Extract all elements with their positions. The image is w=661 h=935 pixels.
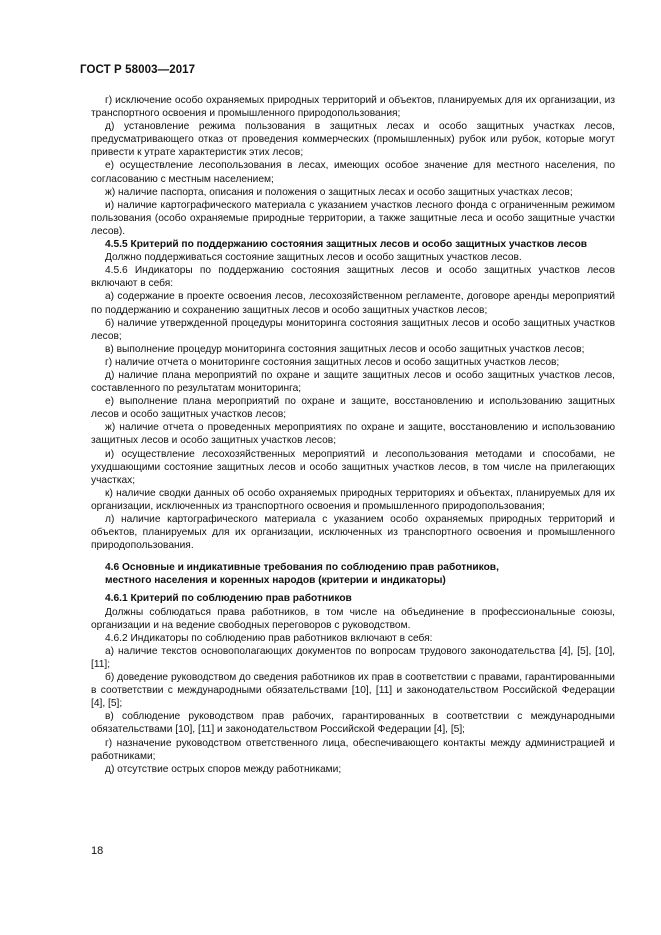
- list-item: а) содержание в проекте освоения лесов, лесохозяйственном регламенте, договоре аренды мероприятий по поддержанию и сохранению защитных лесов и особо защитных участков лесов;: [91, 291, 615, 316]
- page-number: 18: [91, 845, 104, 857]
- section-title: 4.6 Основные и индикативные требования по соблюдению прав работников,: [105, 562, 499, 574]
- list-item: в) соблюдение руководством прав рабочих, гарантированных в соответствии с международными обязательствами [10], [11] и законодательством Российской Федерации [4], [5];: [91, 711, 615, 736]
- list-item: л) наличие картографического материала с указанием особо охраняемых природных территорий и объектов, планируемых для их организации, исключенных из транспортного освоения и промышленного природопользования.: [91, 514, 615, 552]
- list-item: е) осуществление лесопользования в лесах, имеющих особое значение для местного населения, по согласованию с местным населением;: [91, 160, 615, 185]
- list-item: д) установление режима пользования в защитных лесах и особо защитных участках лесов, предусматривающего отказ от проведения коммерческих (промышленных) рубок или рубок, которые могут привести к утрате характеристик этих лесов;: [91, 121, 615, 159]
- paragraph: 4.6.2 Индикаторы по соблюдению прав работников включают в себя:: [105, 632, 433, 644]
- list-item: г) исключение особо охраняемых природных территорий и объектов, планируемых для их организации, из транспортного освоения и промышленного природопользования;: [91, 95, 615, 120]
- list-item: б) наличие утвержденной процедуры мониторинга состояния защитных лесов и особо защитных участков лесов;: [91, 317, 615, 342]
- list-item: и) наличие картографического материала с указанием участков лесного фонда с ограниченным режимом пользования (особо охраняемые природные территории, а также защитные леса и особо защитные участки лесов).: [91, 199, 615, 237]
- page-body: [91, 94, 615, 776]
- section-heading: 4.5.5 Критерий по поддержанию состояния защитных лесов и особо защитных участков лесов: [105, 239, 588, 251]
- paragraph: 4.5.6 Индикаторы по поддержанию состояния защитных лесов и особо защитных участков лесов включают в себя:: [91, 265, 615, 290]
- list-item: в) выполнение процедур мониторинга состояния защитных лесов и особо защитных участков лесов;: [105, 343, 585, 355]
- paragraph: Должны соблюдаться права работников, в том числе на объединение в профессиональные союзы, организации и на ведение свободных переговоров с руководством.: [91, 606, 615, 631]
- list-item: а) наличие текстов основополагающих документов по вопросам трудового законодательства [4], [5], [10], [11];: [91, 645, 615, 670]
- list-item: г) наличие отчета о мониторинге состояния защитных лесов и особо защитных участков лесов;: [105, 356, 560, 368]
- section-heading: 4.6.1 Критерий по соблюдению прав работников: [105, 593, 352, 605]
- list-item: д) наличие плана мероприятий по охране и защите защитных лесов и особо защитных участков лесов, составленного по результатам мониторинга;: [91, 369, 615, 395]
- paragraph: Должно поддерживаться состояние защитных лесов и особо защитных участков лесов.: [105, 252, 522, 264]
- document-code: ГОСТ Р 58003—2017: [80, 64, 196, 76]
- list-item: г) назначение руководством ответственного лица, обеспечивающего контакты между администрацией и работниками;: [91, 737, 615, 762]
- list-item: и) осуществление лесохозяйственных мероприятий и лесопользования методами и способами, не ухудшающими состояние защитных лесов и особо защитных участков лесов, в том числе на прилегающих участках;: [91, 448, 615, 486]
- list-item: ж) наличие отчета о проведенных мероприятиях по охране и защите, восстановлению и использованию защитных лесов и особо защитных участков лесов;: [91, 422, 615, 447]
- list-item: е) выполнение плана мероприятий по охране и защите, восстановлению и использованию защитных лесов и особо защитных участков лесов;: [91, 396, 615, 421]
- list-item: ж) наличие паспорта, описания и положения о защитных лесах и особо защитных участках лесов;: [105, 186, 573, 198]
- list-item: б) доведение руководством до сведения работников их прав в соответствии с правами, гарантированными в соответствии с международными обязательствами [10], [11] и законодательством Российской Федерации [4], [5];: [91, 672, 615, 710]
- list-item: к) наличие сводки данных об особо охраняемых природных территориях и объектах, планируемых для их организации, исключенных из транспортного освоения и промышленного природопользования;: [91, 487, 615, 512]
- section-title-continued: местного населения и коренных народов (критерии и индикаторы): [105, 575, 446, 587]
- list-item: д) отсутствие острых споров между работниками;: [105, 763, 342, 775]
